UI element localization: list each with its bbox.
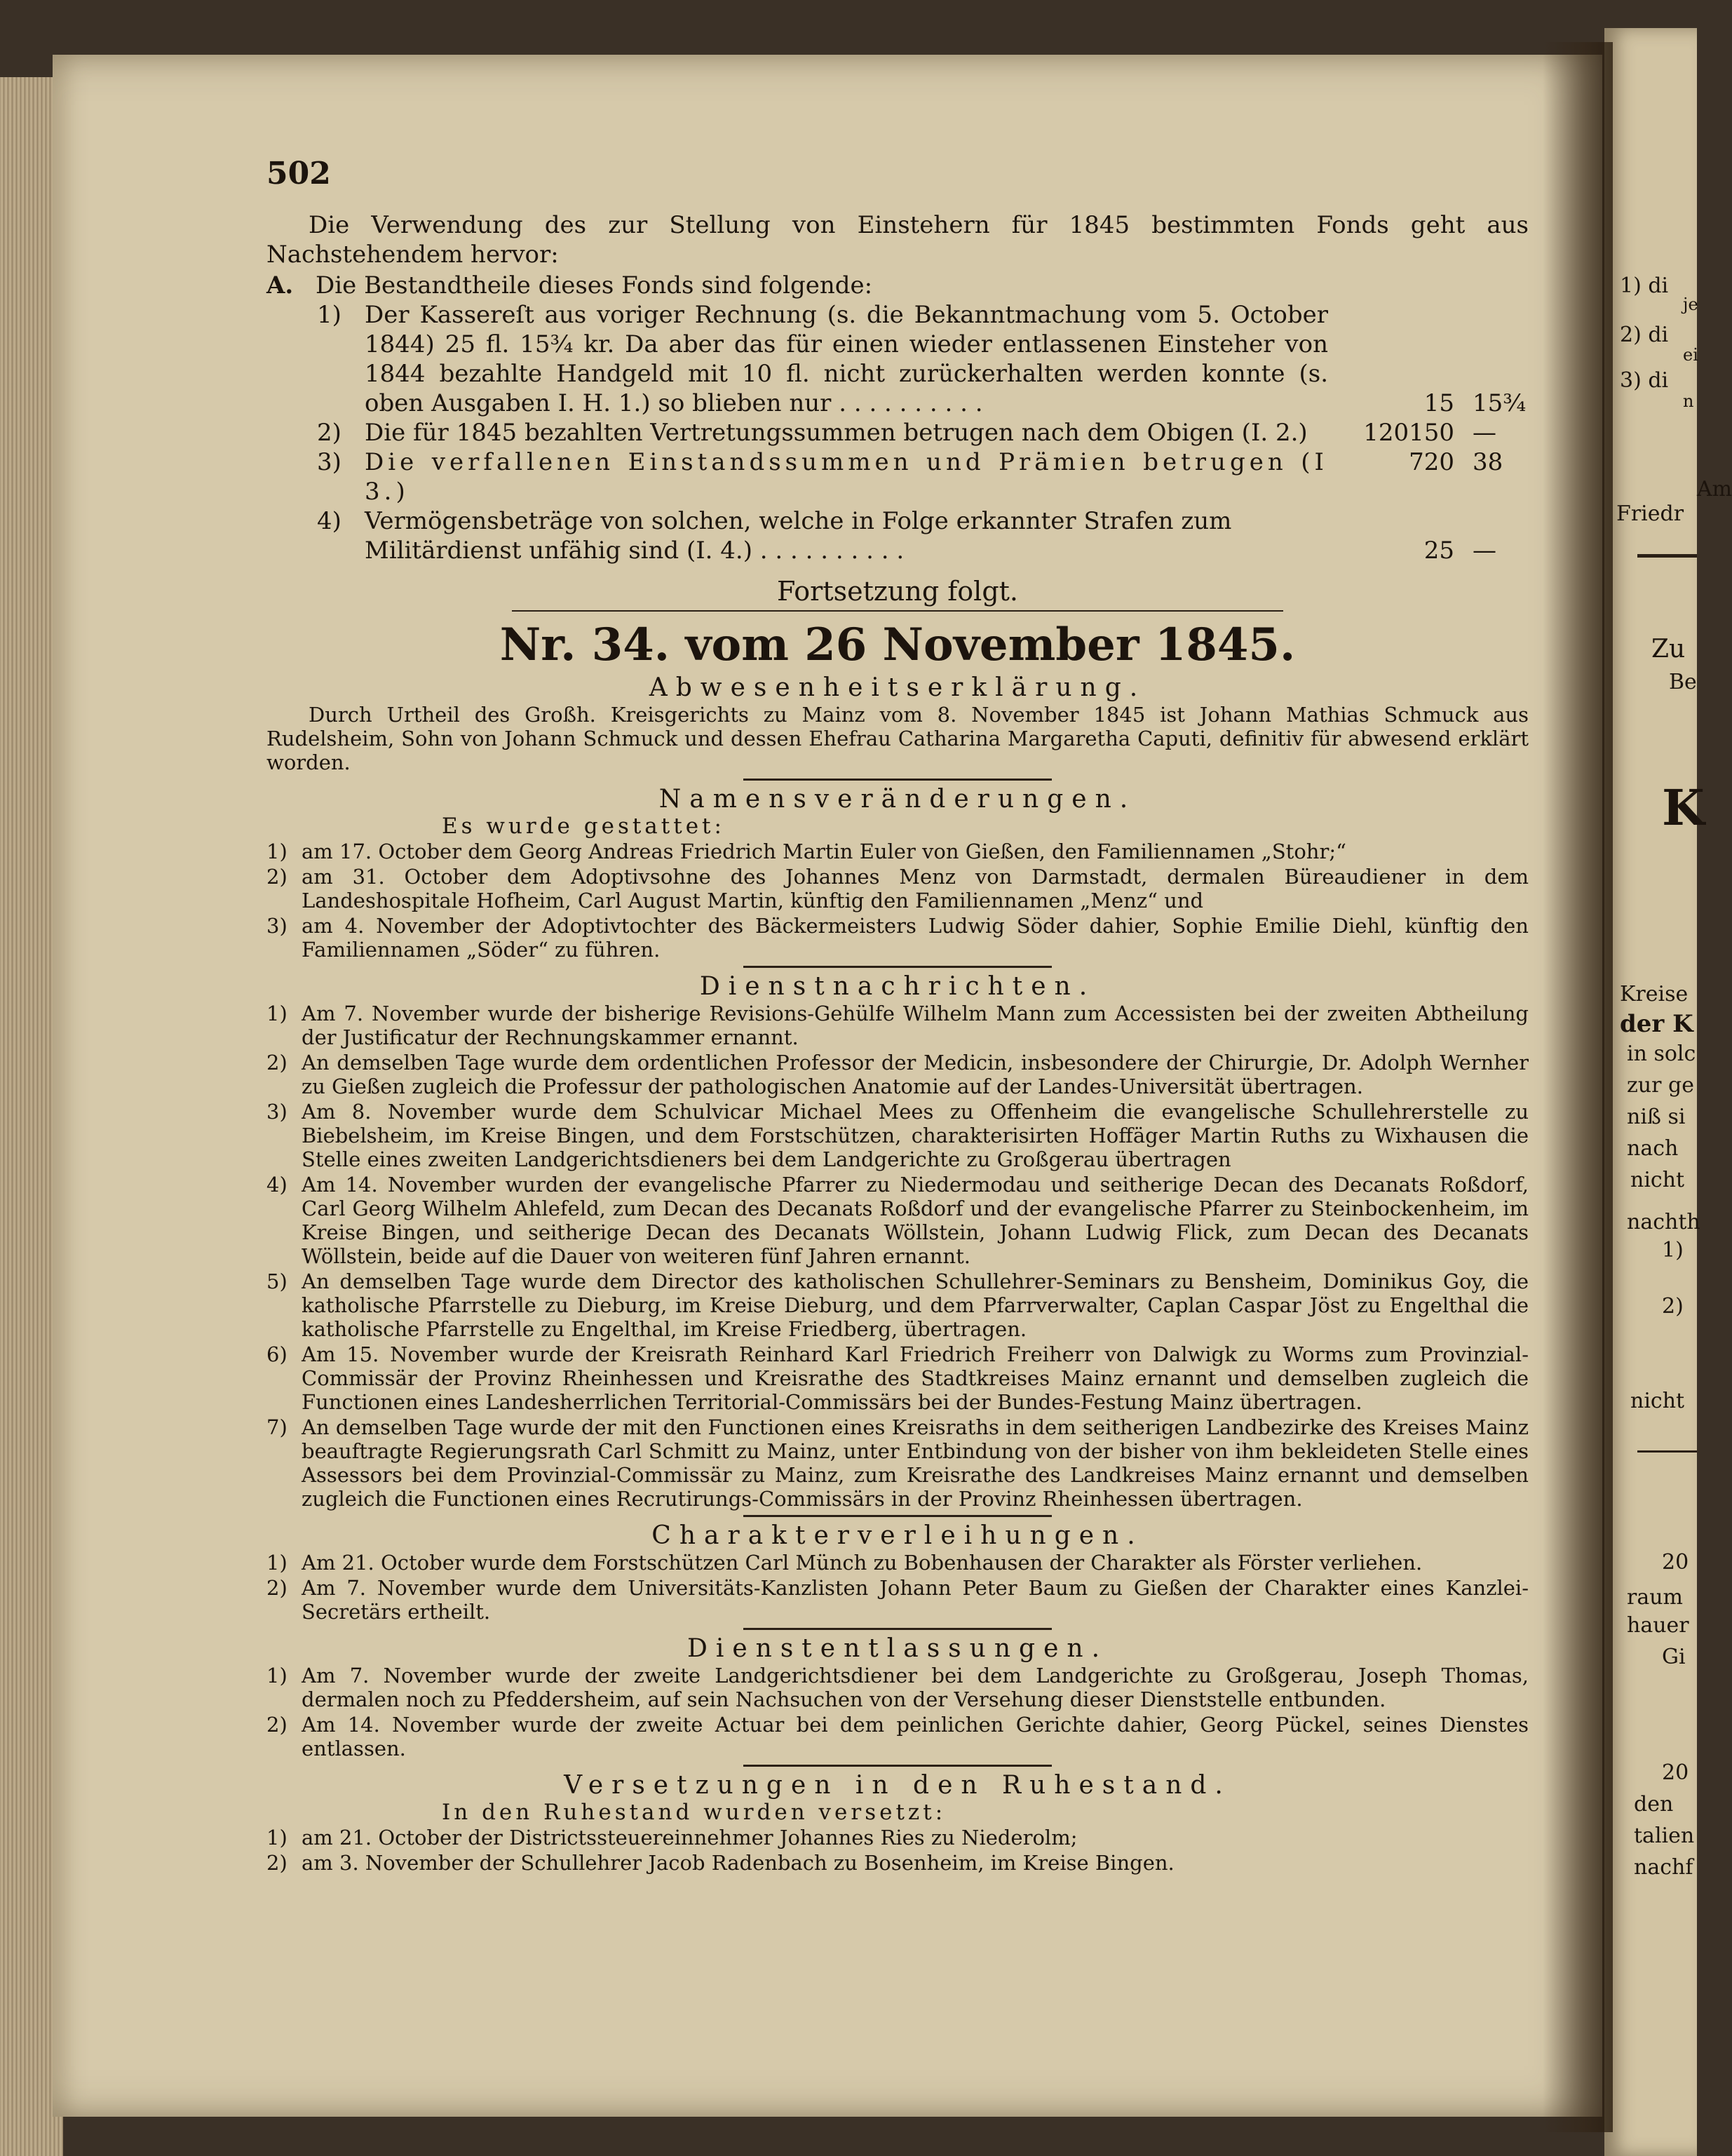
list-item (266, 1851, 1529, 1875)
list-item-text: Am 14. November wurde der zweite Actuar bei dem peinlichen Gerichte dahier, Georg Pückel, seines Dienstes entlassen. (302, 1713, 1529, 1760)
next-page-fragment: niß si (1627, 1105, 1686, 1129)
next-page-fragment: 1) di (1620, 274, 1669, 298)
section-divider (743, 1628, 1052, 1630)
list-item-text: Am 21. October wurde dem Forstschützen Carl Münch zu Bobenhausen der Charakter als Förster verliehen. (302, 1551, 1423, 1575)
next-page-rule (1637, 1450, 1697, 1453)
fund-item-kreuzer: — (1473, 537, 1496, 565)
next-page-fragment: n (1683, 391, 1694, 411)
next-page-fragment: Gi (1662, 1645, 1686, 1669)
list-item-text: am 4. November der Adoptivtochter des Bäckermeisters Ludwig Söder dahier, Sophie Emilie Diehl, künftig den Familiennamen „Söder“ zu führen. (302, 914, 1529, 962)
next-page-fragment: Be (1669, 670, 1697, 694)
next-page-fragment: 20 (1662, 1550, 1689, 1575)
section-heading: Namensveränderungen. (658, 785, 1137, 814)
section-divider (512, 610, 1283, 612)
page-body (266, 210, 1529, 1876)
section-divider (743, 1765, 1052, 1767)
section-subheading: In den Ruhestand wurden versetzt: (442, 1800, 947, 1825)
list-item (266, 1713, 1529, 1760)
fund-item-kreuzer: — (1473, 419, 1496, 447)
list-item-number: 2) (266, 1051, 287, 1074)
fund-item-text: Die für 1845 bezahlten Vertretungssummen betrugen nach dem Obigen (I. 2.) (365, 419, 1308, 447)
list-item (266, 1826, 1529, 1850)
fund-item-florin: 120150 (1363, 419, 1454, 447)
fund-item (266, 300, 1529, 418)
list-item-text: Am 7. November wurde der zweite Landgerichtsdiener bei dem Landgerichte zu Großgerau, Joseph Thomas, dermalen noch zu Pfeddersheim, auf sein Nachsuchen von der Versehung dieser Dienststelle entbunden. (302, 1664, 1529, 1711)
list-item (266, 1342, 1529, 1414)
list-item-number: 5) (266, 1269, 287, 1293)
list-item-text: Am 8. November wurde dem Schulvicar Michael Mees zu Offenheim die evangelische Schullehrerstelle zu Biebelsheim, im Kreise Bingen, und dem Forstschützen, charakterisirten Hoffäger Martin Ruths zu Wixhausen die Stelle eines zweiten Landgerichtsdieners bei dem Landgerichte zu Großgerau übertragen (302, 1100, 1529, 1171)
page-number: 502 (266, 156, 331, 191)
fund-item-florin: 15 (1423, 389, 1454, 417)
next-page-fragment: nicht (1630, 1168, 1685, 1192)
list-item-number: 6) (266, 1342, 287, 1366)
section-a-label: A. (266, 271, 294, 299)
list-item (266, 1415, 1529, 1511)
list-item-text: Am 15. November wurde der Kreisrath Reinhard Karl Friedrich Freiherr von Dalwigk zu Worms zum Provinzial-Commissär der Provinz Rheinhessen und Kreisrathe des Stadtkreises Mainz ernannt und demselben zugleich die Functionen eines Landesherrlichen Territorial-Commissärs bei der Bundes-Festung Mainz übertragen. (302, 1342, 1529, 1414)
section-divider (743, 779, 1052, 781)
list-item (266, 1664, 1529, 1711)
fund-item-number: 2) (317, 419, 341, 447)
list-item-text: am 31. October dem Adoptivsohne des Johannes Menz von Darmstadt, dermalen Büreaudiener in dem Landeshospitale Hofheim, Carl August Martin, künftig den Familiennamen „Menz“ und (302, 865, 1529, 912)
next-page-fragment: je (1683, 295, 1698, 314)
list-item (266, 1002, 1529, 1049)
section-heading: Charakterverleihungen. (651, 1521, 1144, 1550)
list-item-text: am 3. November der Schullehrer Jacob Radenbach zu Bosenheim, im Kreise Bingen. (302, 1851, 1175, 1875)
fund-item (266, 418, 1529, 447)
next-page-fragment: der K (1620, 1010, 1693, 1038)
next-page-fragment: nach (1627, 1136, 1679, 1161)
next-page-rule (1637, 554, 1697, 558)
issue-title: Nr. 34. vom 26 November 1845. (499, 619, 1296, 671)
fund-item-florin: 25 (1423, 537, 1454, 565)
continuation-note: Fortsetzung folgt. (776, 576, 1018, 607)
list-item-text: An demselben Tage wurde dem Director des katholischen Schullehrer-Seminars zu Bensheim, Dominikus Goy, die katholische Pfarrstelle zu Dieburg, im Kreise Dieburg, und dem Pfarrverwalter, Caplan Caspar Jöst zu Engelthal die katholische Pfarrstelle zu Engelthal, im Kreise Friedberg, übertragen. (302, 1269, 1529, 1341)
section-a-heading (266, 271, 1529, 300)
list-item (266, 1051, 1529, 1098)
next-page-fragment: 3) di (1620, 368, 1669, 393)
next-page-fragment: 1) (1662, 1238, 1684, 1262)
list-item-text: An demselben Tage wurde der mit den Functionen eines Kreisraths in dem seitherigen Landbezirke des Kreises Mainz beauftragte Regierungsrath Carl Schmitt zu Mainz, unter Entbindung von der bisher von ihm bekleideten Stelle eines Assessors bei dem Provinzial-Commissär zu Mainz, zum Kreisrathe des Landkreises Mainz ernannt und demselben zugleich die Functionen eines Recrutirungs-Commissärs in der Provinz Rheinhessen übertragen. (302, 1415, 1529, 1511)
notices (266, 673, 1529, 1875)
list-item (266, 1551, 1529, 1575)
fund-item-number: 1) (317, 301, 341, 329)
list-item-number: 4) (266, 1173, 287, 1197)
fund-item-kreuzer: 38 (1473, 448, 1503, 476)
next-page-fragment: raum (1627, 1585, 1683, 1610)
next-page-fragment: Kreise (1620, 982, 1689, 1006)
list-item-number: 2) (266, 1851, 287, 1875)
list-item-number: 1) (266, 1002, 287, 1025)
list-item-number: 1) (266, 1826, 287, 1850)
next-page-fragment: Friedr (1616, 501, 1684, 526)
list-item-number: 2) (266, 1713, 287, 1737)
next-page-fragment: hauer (1627, 1613, 1689, 1638)
next-page-fragment: in solc (1627, 1042, 1696, 1066)
list-item-number: 1) (266, 1551, 287, 1575)
list-item-text: Am 7. November wurde der bisherige Revisions-Gehülfe Wilhelm Mann zum Accessisten bei der zweiten Abtheilung der Justificatur der Rechnungskammer ernannt. (302, 1002, 1529, 1049)
next-page-fragment: zur ge (1627, 1073, 1694, 1098)
next-page-fragment: 2) di (1620, 323, 1669, 347)
list-item-text: am 21. October der Districtssteuereinnehmer Johannes Ries zu Niederolm; (302, 1826, 1078, 1850)
next-page-fragment: 2) (1662, 1294, 1684, 1319)
fund-item-text: Der Kassereſt aus voriger Rechnung (s. die Bekanntmachung vom 5. October 1844) 25 fl. 15¾ kr. Da aber das für einen wieder entlassenen Einsteher von 1844 bezahlte Handgeld mit 10 fl. nicht zurückerhalten werden konnte (s. oben Ausgaben I. H. 1.) so blieben nur . . . . . . . . . . (365, 301, 1328, 417)
list-item (266, 1173, 1529, 1268)
section-heading: Dienstnachrichten. (699, 972, 1096, 1001)
list-item-text: An demselben Tage wurde dem ordentlichen Professor der Medicin, insbesondere der Chirurgie, Dr. Adolph Wernher zu Gießen zugleich die Professur der pathologischen Anatomie auf der Landes-Universität übertragen. (302, 1051, 1529, 1098)
list-item-number: 3) (266, 1100, 287, 1124)
fund-item-number: 3) (317, 448, 341, 476)
section-heading: Abwesenheitserklärung. (649, 673, 1146, 702)
section-divider (743, 966, 1052, 968)
section-heading: Versetzungen in den Ruhestand. (564, 1771, 1231, 1800)
list-item (266, 865, 1529, 912)
list-item-number: 2) (266, 865, 287, 889)
book-gutter-shadow (1543, 42, 1613, 2132)
list-item-text: Am 7. November wurde dem Universitäts-Kanzlisten Johann Peter Baum zu Gießen der Charakter eines Kanzlei-Secretärs ertheilt. (302, 1576, 1529, 1624)
next-page-fragment: ei (1683, 345, 1698, 365)
section-divider (743, 1515, 1052, 1517)
next-page-fragment: den (1634, 1792, 1674, 1817)
fund-item-text: Die verfallenen Einstandssummen und Prämien betrugen (I 3.) (365, 448, 1328, 506)
list-item-number: 1) (266, 840, 287, 863)
next-page-fragment: Am (1697, 477, 1732, 501)
next-page-fragment: nachth (1627, 1210, 1700, 1234)
next-page-fragment: Zu (1651, 635, 1686, 663)
list-item-number: 1) (266, 1664, 287, 1687)
fund-item (266, 506, 1529, 565)
fund-item (266, 447, 1529, 506)
section-heading: Dienstentlassungen. (686, 1634, 1109, 1663)
next-page-fragment: nicht (1630, 1389, 1685, 1413)
list-item (266, 1100, 1529, 1171)
list-item (266, 1576, 1529, 1624)
list-item-number: 3) (266, 914, 287, 938)
fund-item-florin: 720 (1409, 448, 1454, 476)
fund-item-kreuzer: 15¾ (1473, 389, 1527, 417)
section-a-title: Die Bestandtheile dieses Fonds sind folgende: (316, 271, 873, 299)
next-page-fragment: talien (1634, 1824, 1695, 1848)
next-page-fragment: 20 (1662, 1760, 1689, 1785)
list-item-text: am 17. October dem Georg Andreas Friedrich Martin Euler von Gießen, den Familiennamen „Stohr;“ (302, 840, 1346, 863)
list-item-text: Am 14. November wurden der evangelische Pfarrer zu Niedermodau und seitherige Decan des Decanats Roßdorf, Carl Georg Wilhelm Ahlefeld, zum Decan des Decanats Roßdorf und der evangelische Pfarrer zu Steinbockenheim, im Kreise Bingen, und seitherige Decan des Decanats Wöllstein, Johann Ludwig Flick, zum Decan des Decanats Wöllstein, beide auf die Dauer von weiteren fünf Jahren ernannt. (302, 1173, 1529, 1268)
list-item (266, 914, 1529, 962)
fund-item-text: Vermögensbeträge von solchen, welche in Folge erkannter Strafen zum Militärdienst unfähig sind (I. 4.) . . . . . . . . . . (365, 507, 1232, 565)
notice-paragraph: Durch Urtheil des Großh. Kreisgerichts zu Mainz vom 8. November 1845 ist Johann Mathias Schmuck aus Rudelsheim, Sohn von Johann Schmuck und dessen Ehefrau Catharina Margaretha Caputi, definitiv für abwesend erklärt worden. (266, 703, 1529, 774)
list-item-number: 2) (266, 1576, 287, 1600)
next-page-fragment: K (1662, 779, 1705, 837)
list-item-number: 7) (266, 1415, 287, 1439)
section-subheading: Es wurde gestattet: (442, 814, 725, 839)
intro-paragraph: Die Verwendung des zur Stellung von Einstehern für 1845 bestimmten Fonds geht aus Nachstehendem hervor: (266, 211, 1529, 269)
next-page-fragment: nachf (1634, 1855, 1693, 1880)
list-item (266, 1269, 1529, 1341)
fund-item-number: 4) (317, 507, 341, 535)
list-item (266, 840, 1529, 863)
